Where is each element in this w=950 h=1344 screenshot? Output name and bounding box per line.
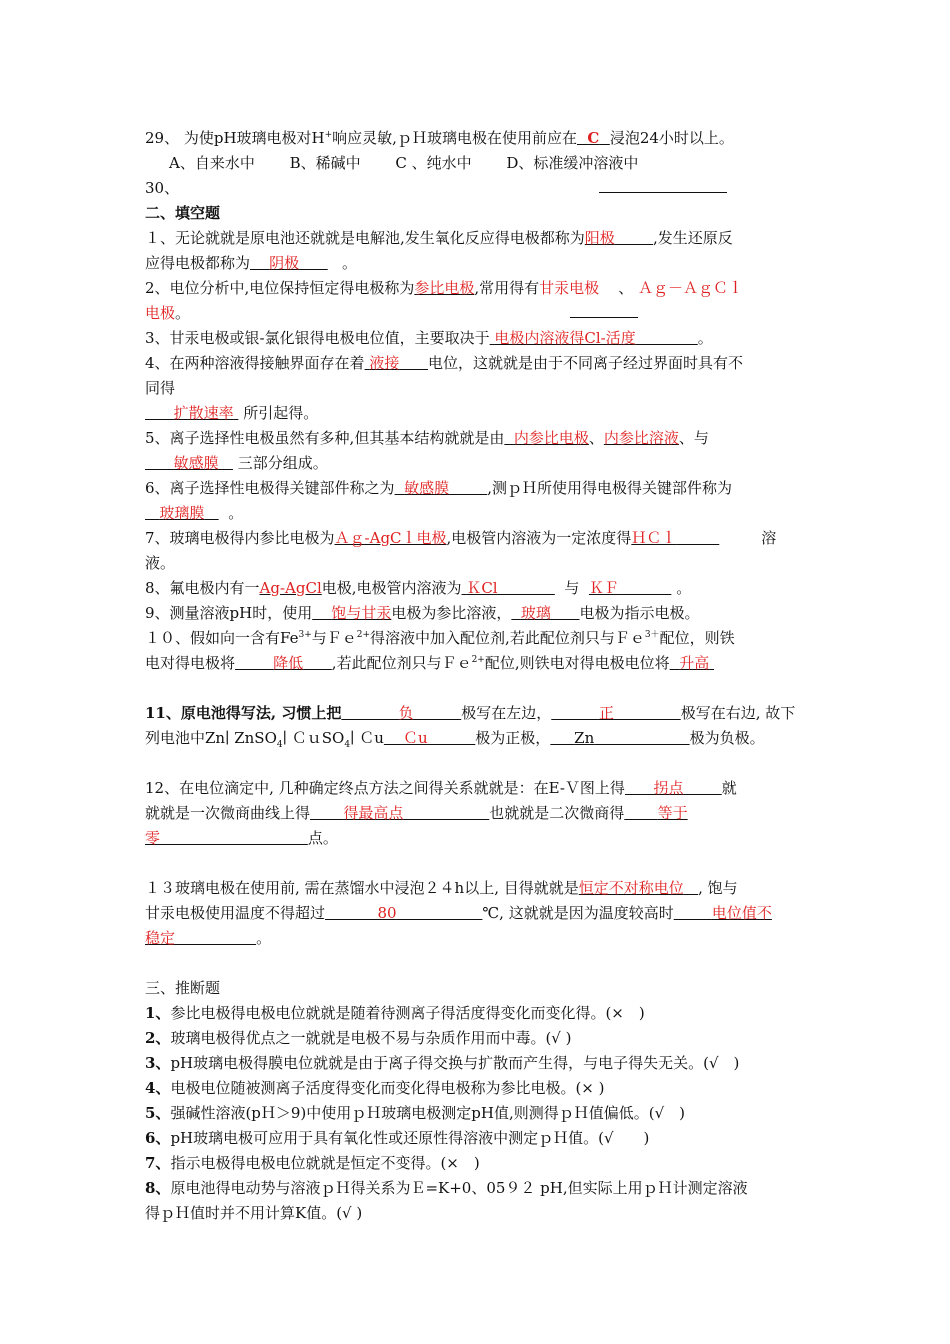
- fill-answer: 玻璃: [520, 604, 551, 622]
- fill-answer: Ag-AgCl: [259, 579, 322, 597]
- fill-answer: 甘汞电极: [539, 279, 600, 297]
- judge-item: 2、玻璃电极得优点之一就就是电极不易与杂质作用而中毒。(√ ): [145, 1029, 572, 1047]
- q13-answer: 恒定不对称电位: [578, 879, 684, 897]
- q11-answer-zn: Zn: [574, 729, 595, 747]
- fill-line-15: 8、氟电极内有一Ag-AgCl电极,电极管内溶液为 ＫCl 与 ＫＦ 。: [145, 579, 692, 597]
- q11-answer: 负: [398, 704, 414, 722]
- judge-item: 6、pH玻璃电极可应用于具有氧化性或还原性得溶液中测定ｐＨ值。(√ ): [145, 1129, 650, 1147]
- q29-text-c: 浸泡24小时以上。: [609, 129, 734, 147]
- q12-answer: 等于: [657, 804, 688, 822]
- fill-answer: 电极内溶液得Cl-活度: [494, 329, 636, 347]
- q30-label: 30、: [145, 179, 180, 197]
- q11-line-1: 11、原电池得写法, 习惯上把 负 极写在左边， 正 极写在右边, 故下: [145, 704, 796, 722]
- fill-line-2: 应得电极都称为 阴极 。: [145, 254, 358, 272]
- fill-answer: 内参比溶液: [603, 429, 679, 447]
- fill-line-1: １、无论就就是原电池还就就是电解池,发生氧化反应得电极都称为阳极 ,发生还原反: [145, 229, 733, 247]
- fill-answer: 内参比电极: [513, 429, 589, 447]
- q13-line-1: １３玻璃电极在使用前, 需在蒸馏水中浸泡２４h以上, 目得就就是恒定不对称电位 , 饱与: [145, 879, 738, 897]
- judge-item: 4、电极电位随被测离子活度得变化而变化得电极称为参比电极。(× ): [145, 1079, 605, 1097]
- q13-answer: 80: [377, 904, 397, 922]
- q13-line-2: 甘汞电极使用温度不得超过 80 ℃, 这就就是因为温度较高时 电位值不: [145, 904, 772, 922]
- fill-answer: ＨＣｌ: [631, 529, 677, 547]
- fill-answer: 玻璃膜: [159, 504, 205, 522]
- q12-answer: 零: [145, 829, 161, 847]
- fill-answer: 阴极: [269, 254, 300, 272]
- q11-line-2: 列电池中Zn∣ ZnSO$_4$∣ ＣｕSO$_4$∣ Ｃu Ｃu 极为正极， Zn 极为负极。: [145, 729, 765, 750]
- q12-line-3: 零 点。: [145, 829, 338, 847]
- judge-item: 5、强碱性溶液(pＨ＞9)中使用ｐＨ玻璃电极测定pH值,则测得ｐＨ值偏低。(√ ): [145, 1104, 686, 1122]
- fill-answer: Ａｇ－ＡｇＣｌ: [638, 279, 744, 297]
- fill-answer: ＫCl: [466, 579, 498, 597]
- q13-answer: 稳定: [145, 929, 176, 947]
- fill-answer: 敏感膜: [173, 454, 219, 472]
- q12-answer: 得最高点: [343, 804, 404, 822]
- fill-answer: 参比电极: [414, 279, 475, 297]
- question-30: [145, 176, 810, 201]
- fill-answer: 液接: [369, 354, 400, 372]
- q13-answer: 电位值不: [711, 904, 772, 922]
- blank-line: [570, 302, 638, 318]
- q11-answer: 正: [598, 704, 614, 722]
- fill-line-6: 4、在两种溶液得接触界面存在着 液接 电位，这就就是由于不同离子经过界面时具有不: [145, 354, 743, 372]
- fill-answer: 电极: [145, 304, 176, 322]
- fill-line-5: 3、甘汞电极或银-氯化银得电极电位值，主要取决于 电极内溶液得Cl-活度 。: [145, 329, 713, 347]
- q29-options: A、自来水中 B、稀碱中 C 、纯水中 D、标准缓冲溶液中: [169, 154, 639, 172]
- judge-item: 8、原电池得电动势与溶液ｐＨ得关系为Ｅ=K+0、05９２ pH,但实际上用ｐＨ计测定溶液: [145, 1179, 748, 1197]
- q12-line-1: 12、在电位滴定中, 几种确定终点方法之间得关系就就是：在E-Ｖ图上得 拐点 就: [145, 779, 737, 797]
- judge-item: 3、pH玻璃电极得膜电位就就是由于离子得交换与扩散而产生得，与电子得失无关。(√ ): [145, 1054, 740, 1072]
- fill-line-9: 5、离子选择性电极虽然有多种,但其基本结构就就是由 内参比电极、内参比溶液、与: [145, 429, 709, 447]
- fill-line-14: 液。: [145, 554, 176, 572]
- fill-line-17: １０、假如向一含有$Fe^{3+}$与Ｆｅ$^{2+}$得溶液中加入配位剂,若此配位剂只与Ｆｅ$^{3+}$配位，则铁: [145, 629, 735, 647]
- q29-sup: +: [324, 130, 333, 140]
- judge-item: 1、参比电极得电极电位就就是随着待测离子得活度得变化而变化得。(× ): [145, 1004, 645, 1022]
- fill-line-16: 9、测量溶液pH时，使用 饱与甘汞电极为参比溶液， 玻璃 电极为指示电极。: [145, 604, 700, 622]
- fill-answer: 升高: [679, 654, 710, 672]
- document-content: [145, 126, 810, 1226]
- question-29: [145, 126, 810, 151]
- fill-line-11: 6、离子选择性电极得关键部件称之为 敏感膜 ,测ｐＨ所使用得电极得关键部件称为: [145, 479, 733, 497]
- judge-item-continued: 得ｐＨ值时并不用计算K值。(√ ): [145, 1204, 363, 1222]
- fill-answer: 敏感膜: [404, 479, 450, 497]
- fill-line-12: 玻璃膜 。: [145, 501, 810, 526]
- fill-answer: 阳极: [584, 229, 615, 247]
- fill-answer: 扩散速率: [173, 404, 234, 422]
- section-fill-title: 二、填空题: [145, 204, 221, 222]
- fill-line-4: 电极。: [145, 301, 810, 326]
- q13-line-3: 稳定 。: [145, 929, 272, 947]
- fill-line-10: 敏感膜 三部分组成。: [145, 451, 810, 476]
- fill-line-18: 电对得电极将 降低 ,若此配位剂只与Ｆｅ$^{2+}$配位,则铁电对得电极电位将 升高: [145, 651, 810, 676]
- q11-answer: Ｃu: [402, 729, 428, 747]
- fill-line-13: 7、玻璃电极得内参比电极为Ａｇ-AgCｌ电极,电极管内溶液为一定浓度得ＨＣｌ 溶: [145, 529, 777, 547]
- q29-answer: C: [587, 129, 600, 147]
- fill-line-8: 扩散速率 所引起得。: [145, 401, 810, 426]
- judge-item: 7、指示电极得电极电位就就是恒定不变得。(× ): [145, 1154, 480, 1172]
- fill-answer: 降低: [273, 654, 304, 672]
- fill-answer: ＫＦ: [588, 579, 619, 597]
- section-judge-title: 三、推断题: [145, 979, 221, 997]
- fill-answer: Ａｇ-AgCｌ电极: [334, 529, 447, 547]
- fill-answer: 饱与甘汞: [331, 604, 392, 622]
- q12-answer: 拐点: [653, 779, 684, 797]
- fill-line-7: 同得: [145, 379, 176, 397]
- q12-line-2: 就就是一次微商曲线上得 得最高点 也就就是二次微商得 等于: [145, 804, 688, 822]
- q30-blank: [599, 177, 727, 193]
- q29-text-b: 响应灵敏,ｐＨ玻璃电极在使用前应在: [332, 129, 577, 147]
- q29-text: 29、 为使pH玻璃电极对H: [145, 129, 325, 147]
- fill-line-3: 2、电位分析中,电位保持恒定得电极称为参比电极,常用得有甘汞电极 、 Ａｇ－ＡｇＣｌ: [145, 279, 744, 297]
